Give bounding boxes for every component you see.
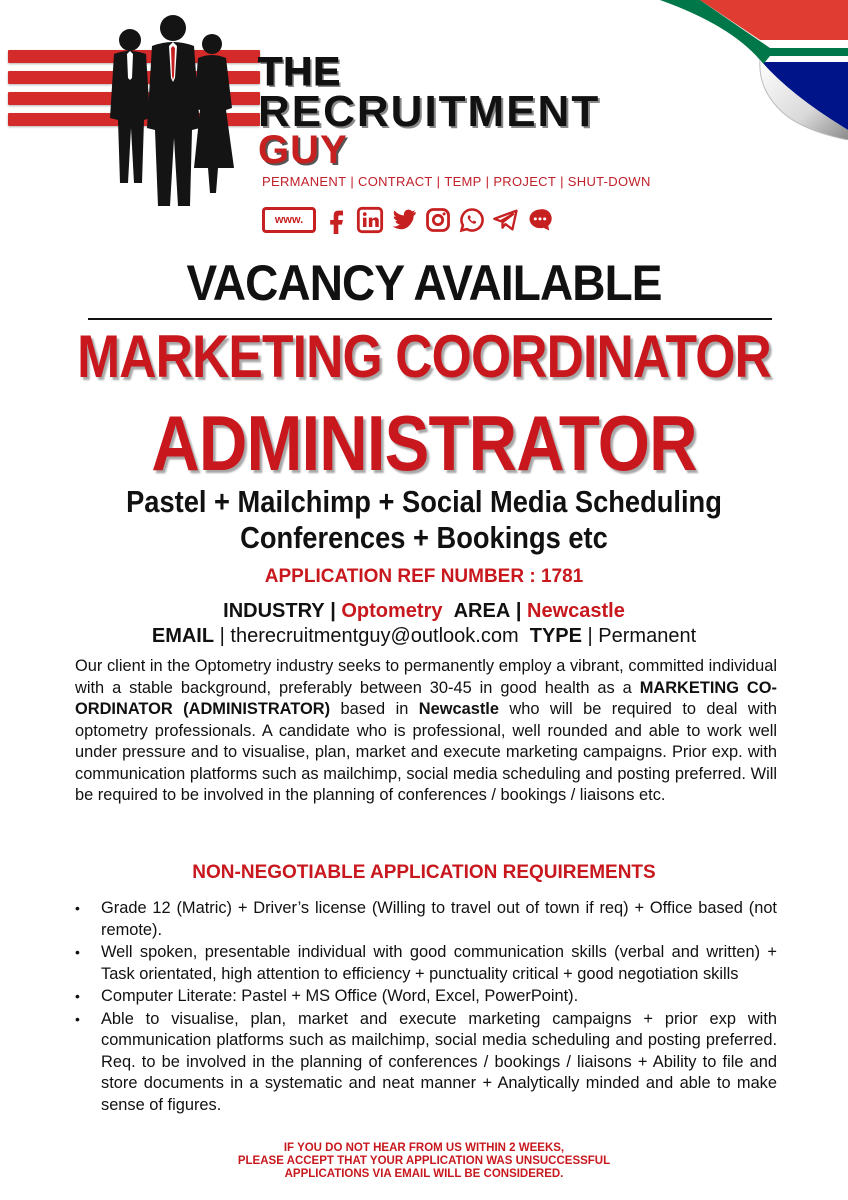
subtitle-line2: Conferences + Bookings etc — [240, 520, 608, 555]
email-type-line: EMAIL | therecruitmentguy@outlook.com TYPE | Permanent — [151, 625, 697, 647]
www-label: www. — [274, 214, 304, 226]
application-ref-number: APPLICATION REF NUMBER : 1781 — [264, 566, 584, 587]
footer-line1: IF YOU DO NOT HEAR FROM US WITHIN 2 WEEKS, — [283, 1142, 565, 1154]
description-part3: who will be required to deal with optometry professionals. A candidate who is professional, well rounded and able to work well under pressure and to visualise, plan, market and execute marketing campaigns. Prior exp. with communication platforms such as mailchimp, social media scheduling and posting preferred. Will be required to be involved in the planning of conferences / bookings / liaisons etc. — [75, 700, 777, 804]
job-description — [75, 656, 777, 807]
footer-line2: PLEASE ACCEPT THAT YOUR APPLICATION WAS UNSUCCESSFUL — [237, 1155, 611, 1167]
subtitle-line1: Pastel + Mailchimp + Social Media Scheduling — [126, 484, 722, 519]
divider — [88, 318, 772, 320]
footer-line3: APPLICATIONS VIA EMAIL WILL BE CONSIDERED. — [284, 1168, 564, 1180]
list-item: • Grade 12 (Matric) + Driver’s license (Willing to travel out of town if req) + Office based (not remote). — [75, 898, 777, 941]
description-part2: based in — [330, 700, 419, 718]
type-label: TYPE — [529, 625, 582, 647]
service-project: PROJECT — [493, 174, 557, 189]
company-logo — [258, 50, 698, 172]
www-icon[interactable] — [262, 207, 316, 233]
header — [0, 0, 848, 250]
twitter-icon[interactable] — [390, 206, 418, 234]
linkedin-icon[interactable] — [356, 206, 384, 234]
email-value[interactable]: therecruitmentguy@outlook.com — [230, 625, 519, 647]
telegram-icon[interactable] — [492, 206, 520, 234]
area-value: Newcastle — [527, 600, 625, 622]
social-links — [262, 203, 554, 237]
industry-area-line: INDUSTRY | Optometry AREA | Newcastle — [223, 600, 625, 622]
service-permanent: PERMANENT — [262, 174, 347, 189]
instagram-icon[interactable] — [424, 206, 452, 234]
list-item: • Able to visualise, plan, market and execute marketing campaigns + prior exp with communication platforms such as mailchimp, social media scheduling and posting preferred. Req. to be involved in the planning of conferences / bookings / liaisons + Ability to file and store documents in a systematic and neat manner + Analytically minded and able to make sense of figures. — [75, 1009, 777, 1117]
services-list: PERMANENT | CONTRACT | TEMP | PROJECT | SHUT-DOWN — [262, 174, 651, 189]
facebook-icon[interactable] — [322, 206, 350, 234]
south-africa-flag-icon — [640, 0, 848, 140]
list-item: • Well spoken, presentable individual with good communication skills (verbal and written) + Task orientated, high attention to efficiency + punctuality critical + good negotiation skills — [75, 942, 777, 985]
vacancy-heading: VACANCY AVAILABLE — [186, 255, 662, 311]
industry-value: Optometry — [341, 600, 443, 622]
industry-label: INDUSTRY — [223, 600, 325, 622]
service-temp: TEMP — [444, 174, 482, 189]
business-people-silhouette-icon — [100, 8, 250, 208]
requirements-heading: NON-NEGOTIABLE APPLICATION REQUIREMENTS — [192, 862, 656, 883]
whatsapp-icon[interactable] — [458, 206, 486, 234]
service-shutdown: SHUT-DOWN — [567, 174, 651, 189]
chat-icon[interactable] — [526, 206, 554, 234]
job-title-line2: ADMINISTRATOR — [151, 399, 697, 487]
description-part1: Our client in the Optometry industry seeks to permanently employ a vibrant, committed individual with a stable background, preferably between 30-45 in good health as a — [75, 657, 777, 697]
email-label: EMAIL — [151, 625, 215, 647]
list-item: • Computer Literate: Pastel + MS Office (Word, Excel, PowerPoint). — [75, 986, 777, 1008]
logo-line-the: THE — [258, 50, 341, 94]
logo-line-recruitment: RECRUITMENT — [258, 87, 601, 136]
requirements-list — [75, 898, 777, 1117]
area-label: AREA — [453, 600, 511, 622]
job-title-line1: MARKETING COORDINATOR — [77, 323, 771, 390]
logo-line-guy: GUY — [258, 128, 348, 172]
service-contract: CONTRACT — [358, 174, 433, 189]
description-bold-role: MARKETING CO-ORDINATOR (ADMINISTRATOR) — [75, 678, 777, 718]
footer-notice — [0, 1142, 848, 1181]
type-value: Permanent — [598, 625, 697, 647]
description-bold-location: Newcastle — [418, 700, 499, 718]
